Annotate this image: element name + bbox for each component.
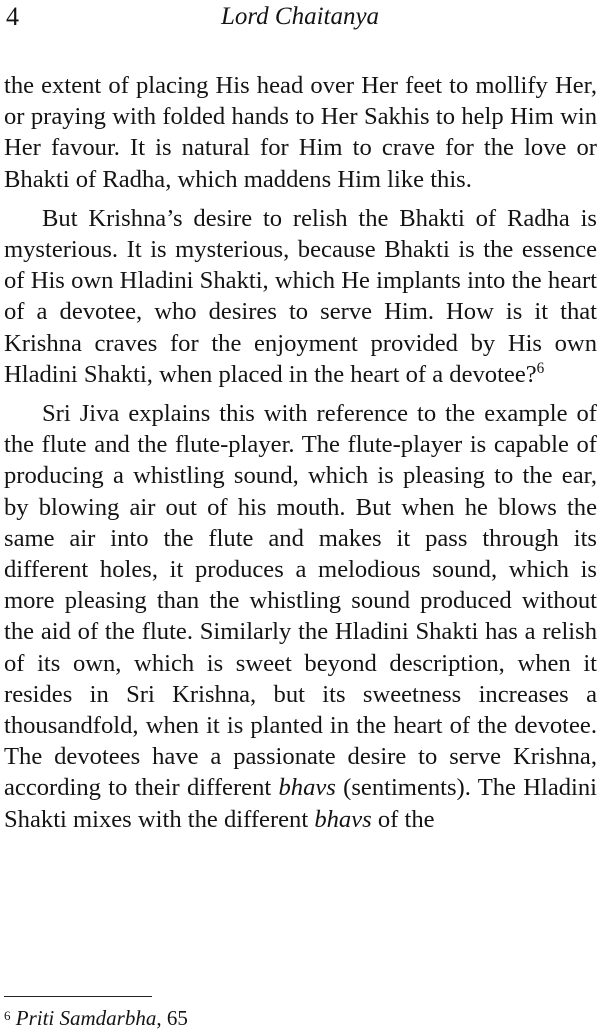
italic-term-bhavs-2: bhavs bbox=[314, 805, 372, 833]
paragraph-3 bbox=[4, 398, 597, 835]
paragraph-2 bbox=[4, 203, 597, 390]
italic-term-bhavs-1: bhavs bbox=[278, 774, 336, 802]
footnote bbox=[4, 1006, 188, 1030]
footnote-reference: 6 bbox=[536, 359, 545, 377]
footnote-rule bbox=[4, 996, 152, 997]
page-number: 4 bbox=[6, 2, 19, 31]
paragraph-1-text: the extent of placing His head over Her feet to mollify Her, or praying with folded hands to Her Sakhis to help Him win Her favour. It is natural for Him to crave for the love or Bhakti of Radha, which maddens Him like this. bbox=[4, 72, 597, 193]
running-head bbox=[0, 0, 600, 46]
footnote-marker: 6 bbox=[4, 1008, 11, 1023]
paragraph-2-text: But Krishna’s desire to relish the Bhakti of Radha is mysterious. It is mysterious, because Bhakti is the essence of His own Hladini Shakti, which He implants into the heart of a devotee, who desires to serve Him. How is it that Krishna craves for the enjoyment provided by His own Hladini Shakti, when placed in the heart of a devotee? bbox=[4, 204, 597, 388]
running-title: Lord Chaitanya bbox=[220, 3, 380, 30]
paragraph-1 bbox=[4, 70, 597, 195]
paragraph-3-text-part-2: (sentiments). The Hladini Shakti mixes with the different bbox=[4, 774, 598, 833]
paragraph-3-text-part-3: of the bbox=[371, 805, 435, 833]
footnote-rest: , 65 bbox=[156, 1006, 188, 1030]
footnote-title: Priti Samdarbha bbox=[15, 1006, 157, 1030]
body-text bbox=[4, 70, 597, 843]
paragraph-3-text-part-1: Sri Jiva explains this with reference to the example of the flute and the flute-player. The flute-player is capable of producing a whistling sound, which is pleasing to the ear, by blowing air out of his mouth. But when he blows the same air into the flute and makes it pass through its different holes, it produces a melodious sound, which is more pleasing than the whistling sound produced without the aid of the flute. Similarly the Hladini Shakti has a relish of its own, which is sweet beyond description, when it resides in Sri Krishna, but its sweetness increases a thousandfold, when it is planted in the heart of the devotee. The devotees have a passionate desire to serve Krishna, according to their different bbox=[4, 400, 597, 802]
